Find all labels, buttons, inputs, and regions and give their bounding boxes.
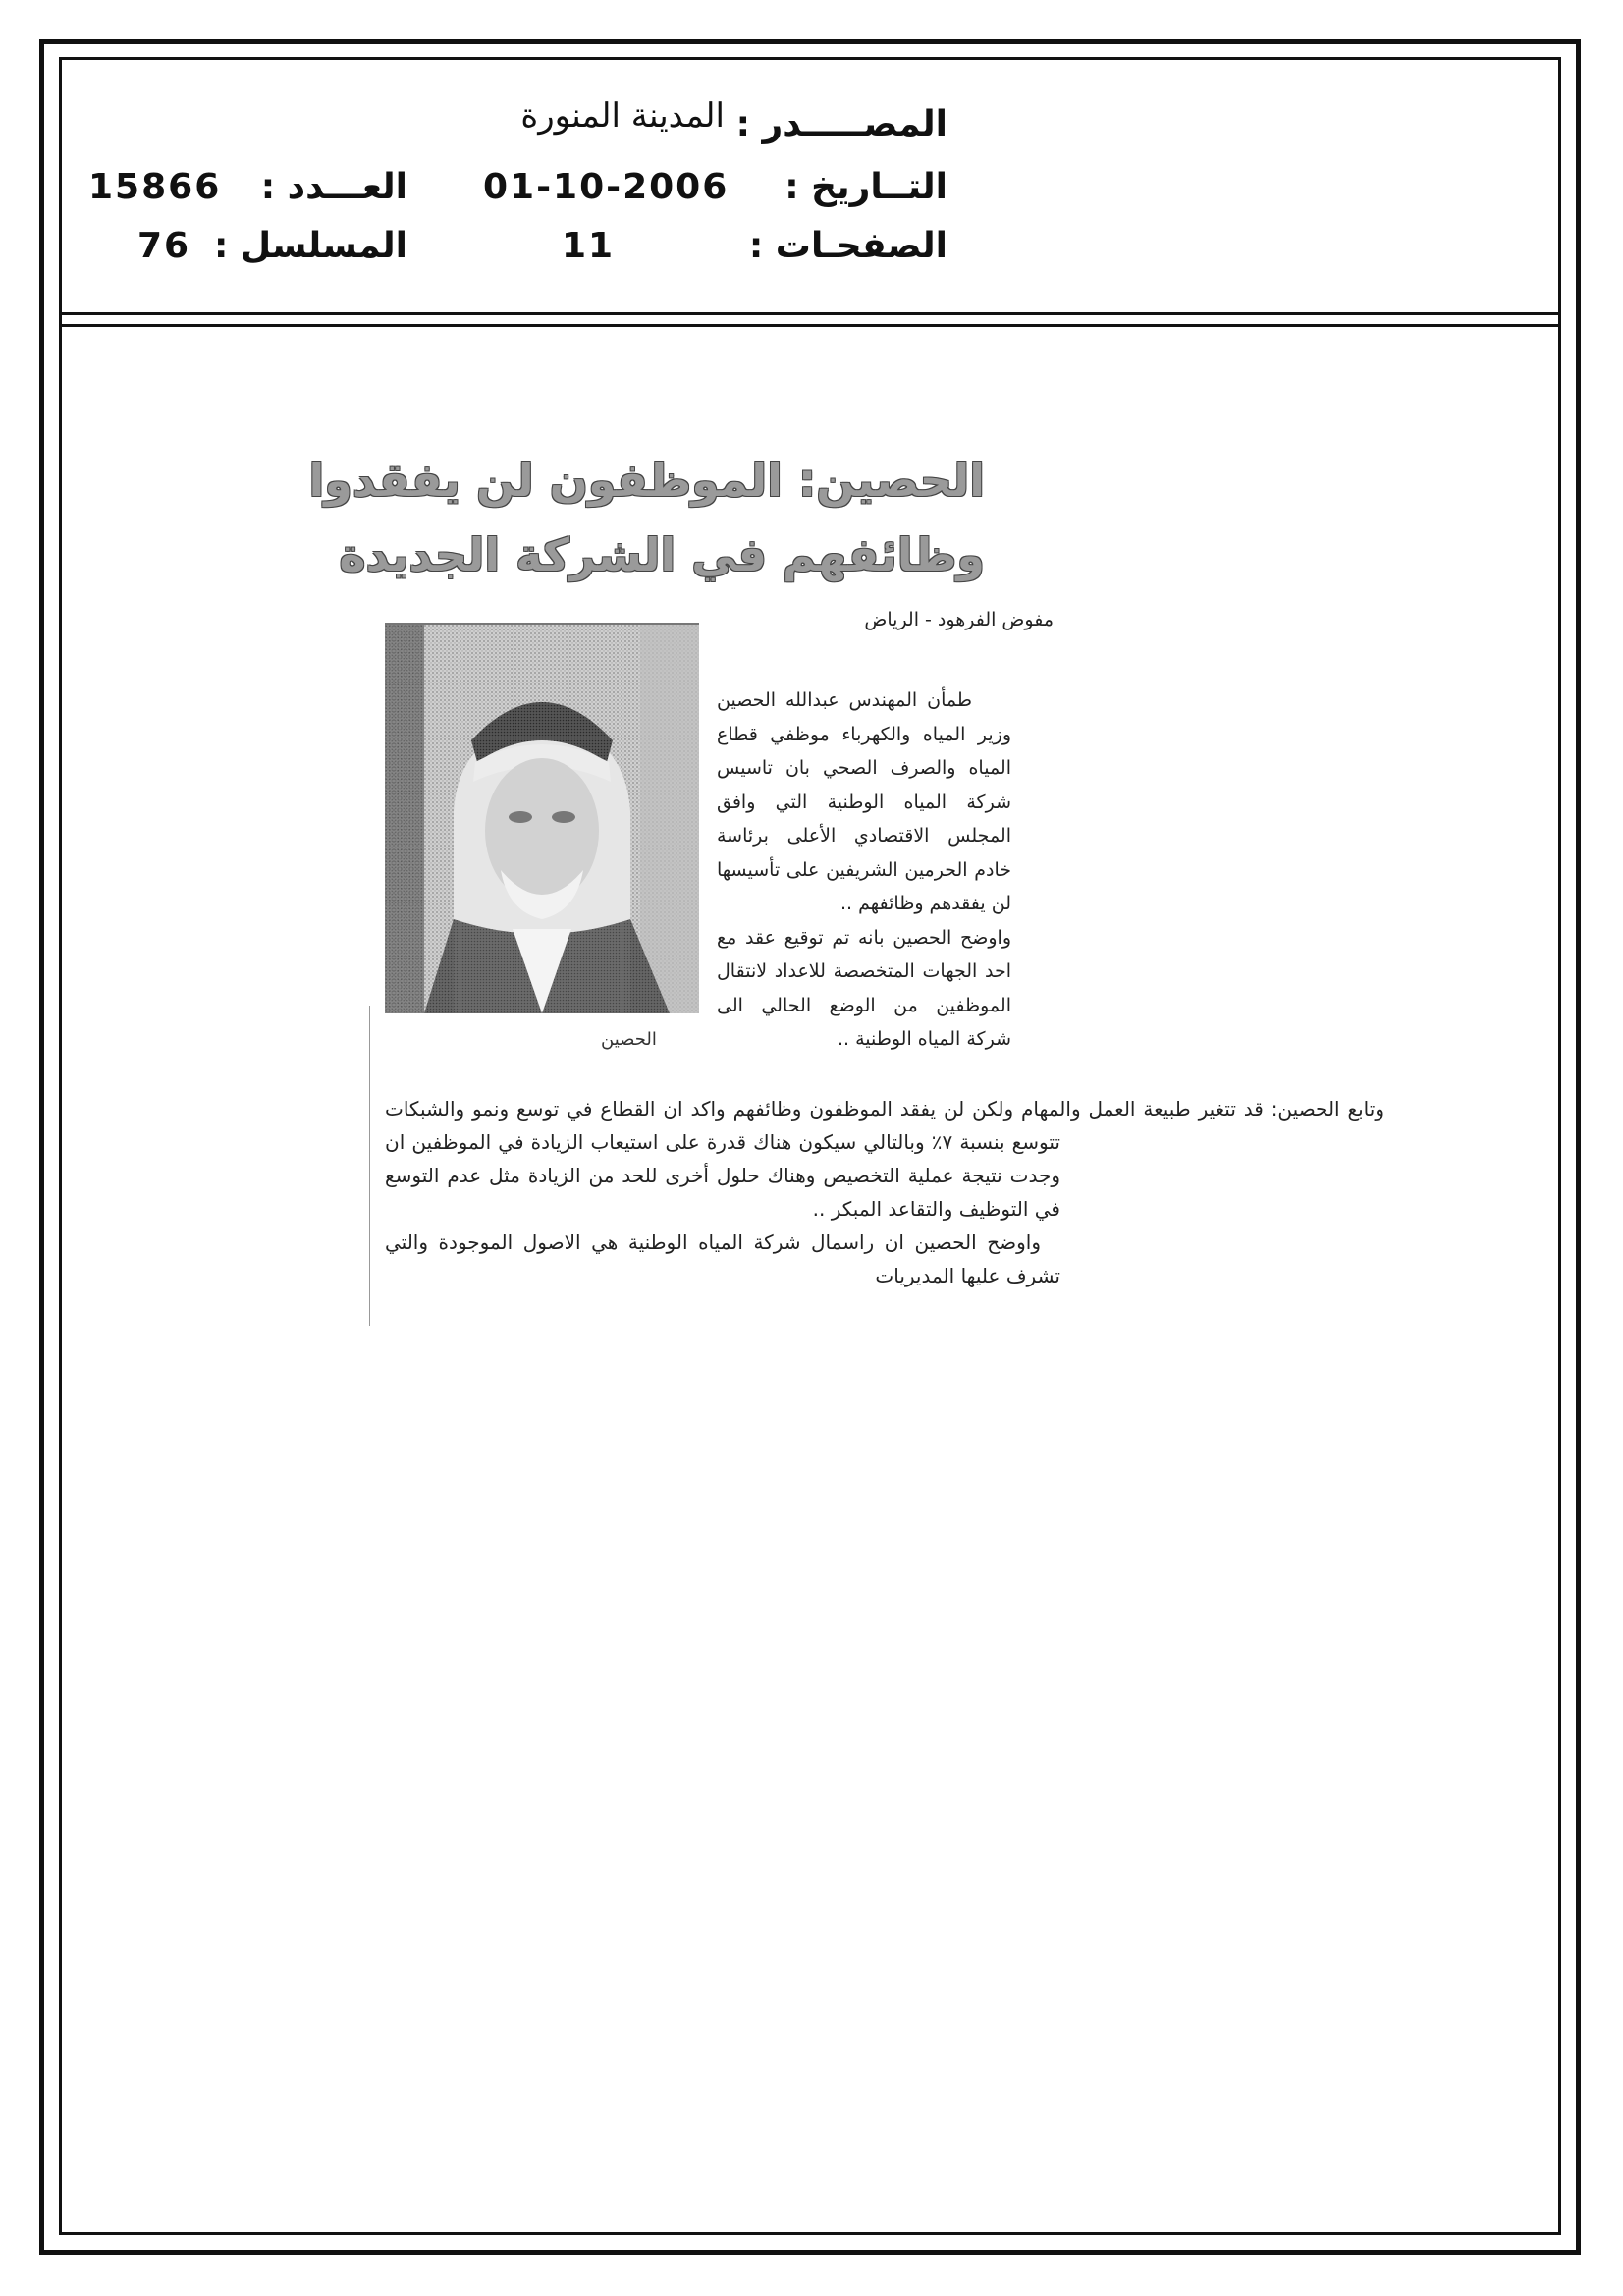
article-byline: مفوض الفرهود - الرياض [864,609,1054,630]
article-narrow-column [717,683,1011,1057]
issue-value: 15866 [88,167,222,207]
header-divider-inner [59,324,1561,327]
source-value: المدينة المنورة [520,96,725,136]
source-label: المصـــــدر : [735,104,947,144]
serial-label: المسلسل : [213,226,407,266]
pages-value: 11 [562,226,616,266]
article-paragraph: طمأن المهندس عبدالله الحصين وزير المياه والكهرباء موظفي قطاع المياه والصرف الصحي بان تاسيس شركة المياه الوطنية التي وافق المجلس الاقتصادي الأعلى برئاسة خادم الحرمين الشريفين على تأسيسها لن يفقدهم وظائفهم .. [717,689,1011,914]
pages-label: الصفحـات : [748,226,947,266]
article-title-line2: وظائفهم في الشركة الجديدة [339,528,985,581]
date-value: 01-10-2006 [483,167,730,207]
article-paragraph: واوضح الحصين ان راسمال شركة المياه الوطنية هي الاصول الموجودة والتي تشرف عليها المديريات [385,1230,1060,1287]
header-divider [59,312,1561,315]
article-paragraph: واوضح الحصين بانه تم توقيع عقد مع احد الجهات المتخصصة للاعداد لانتقال الموظفين من الوضع الحالي الى شركة المياه الوطنية .. [717,926,1011,1050]
portrait-photo [385,623,699,1013]
article-wide-column [385,1092,1384,1292]
article-title-line1: الحصين: الموظفون لن يفقدوا [308,454,985,507]
article-paragraph: وتابع الحصين: قد تتغير طبيعة العمل والمهام ولكن لن يفقد الموظفون وظائفهم واكد ان القطاع في توسع ونمو والشبكات تتوسع بنسبة ٧٪ وبالتالي سيكون هناك قدرة على استيعاب الزيادة في الموظفين ان وجدت نتيجة عملية التخصيص وهناك حلول أخرى للحد من الزيادة مثل عدم التوسع في التوظيف والتقاعد المبكر .. [385,1097,1384,1221]
column-rule [369,1006,370,1326]
photo-caption: الحصين [601,1029,657,1050]
issue-label: العـــدد : [260,167,407,207]
date-label: التــاريخ : [784,167,947,207]
serial-value: 76 [137,226,191,266]
portrait-image [385,625,699,1013]
